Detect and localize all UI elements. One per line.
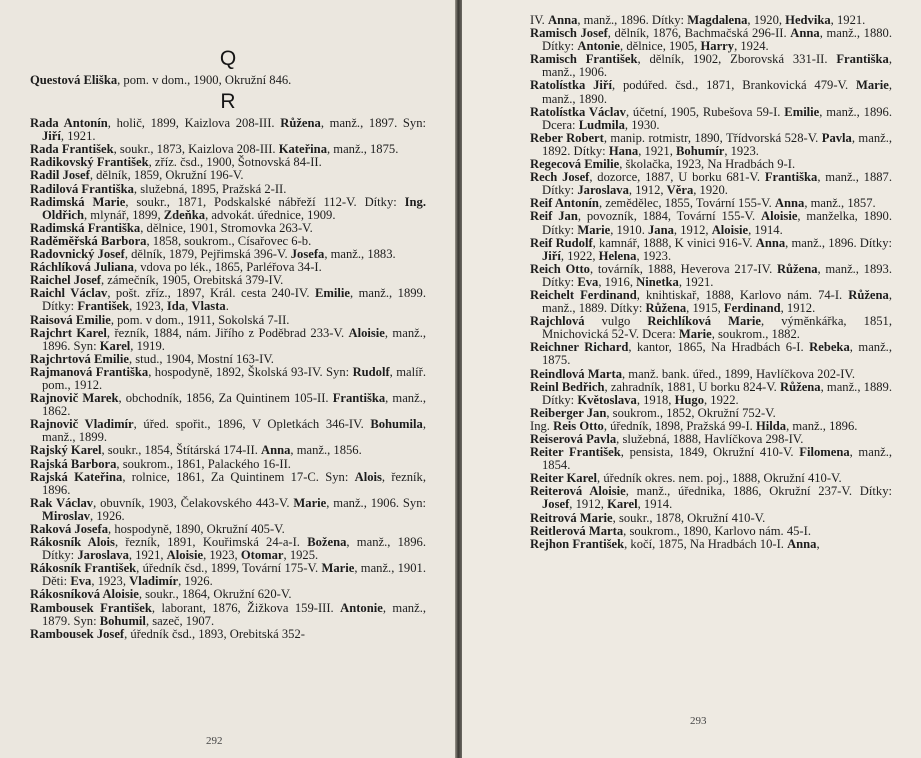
entry-name: Antonie xyxy=(577,39,621,54)
entry-name: Růžena xyxy=(848,287,889,302)
entry-text: . xyxy=(225,299,229,314)
entry-text: , 1921. xyxy=(830,13,866,27)
entry-name: Reiter František xyxy=(530,445,621,460)
entry-text: , rolnice, 1861, Za Quintinem 17-C. Syn: xyxy=(122,469,355,484)
entry-name: Karel xyxy=(607,497,638,512)
entry-name: Růžena xyxy=(776,261,818,276)
entry-name: Marie xyxy=(855,78,889,93)
entry-name: Rak Václav xyxy=(30,495,94,510)
entry-text: , zámečník, 1905, Orebitská 379-IV. xyxy=(101,273,284,288)
entry-name: Emilie xyxy=(784,104,820,119)
entry-name: Marie xyxy=(678,327,712,342)
entry-text: , 1923. xyxy=(724,143,759,158)
entry-text: , soukrom., 1882. xyxy=(711,327,800,342)
entry-text: , továrník, 1888, Heverova 217-IV. xyxy=(589,261,777,276)
entry-text: , laborant, 1876, Žižkova 159-III. xyxy=(151,600,341,615)
left-page-entries xyxy=(30,44,426,641)
entry-text: , dělnice, 1901, Stromovka 263-V. xyxy=(140,220,313,235)
entry-name: Reindlová Marta xyxy=(530,366,622,381)
entry-name: Eva xyxy=(577,274,599,289)
entry-name: Rajchrt Karel xyxy=(30,325,107,340)
entry-name: Ráchlíková Juliana xyxy=(30,260,134,275)
entry-name: Kateřina xyxy=(278,142,327,157)
entry-name: Radimská Františka xyxy=(30,220,141,235)
directory-entry xyxy=(30,497,426,523)
entry-text: , soukrom., 1861, Palackého 16-II. xyxy=(116,456,291,471)
entry-name: Hugo xyxy=(674,392,704,407)
entry-name: Hilda xyxy=(755,418,787,433)
entry-name: Radikovský František xyxy=(30,155,149,170)
entry-name: Reichelt Ferdinand xyxy=(530,287,637,302)
entry-text: , manž., 1862. xyxy=(42,391,426,419)
entry-text: , 1923, xyxy=(129,299,167,314)
entry-text: , 1926. xyxy=(90,508,125,523)
entry-name: Reichlíková Marie xyxy=(647,314,761,329)
entry-text: , 1919. xyxy=(130,338,165,353)
entry-name: Anna xyxy=(261,443,291,458)
right-page xyxy=(462,0,921,758)
section-letter-heading: R xyxy=(220,90,236,114)
entry-name: Rajnovič Marek xyxy=(30,391,119,406)
entry-text: , manž., 1875. xyxy=(327,142,399,157)
entry-text: , 1926. xyxy=(178,574,213,589)
entry-name: Rákosník Alois xyxy=(30,535,115,550)
entry-name: Ferdinand xyxy=(723,301,781,316)
entry-name: Radovnický Josef xyxy=(30,247,125,262)
entry-name: Reiter Karel xyxy=(530,471,598,486)
entry-text: , holič, 1899, Kaizlova 208-III. xyxy=(107,116,281,131)
entry-name: Rajská Barbora xyxy=(30,456,117,471)
entry-name: Božena xyxy=(307,535,347,550)
entry-name: Rajská Kateřina xyxy=(30,469,123,484)
entry-name: Filomena xyxy=(799,445,850,460)
directory-entry xyxy=(30,117,426,143)
entry-text: , hospodyně, 1892, Školská 93-IV. Syn: xyxy=(148,364,353,379)
entry-text: , soukr., 1878, Okružní 410-V. xyxy=(612,510,766,525)
entry-text: , dělnice, 1905, xyxy=(620,39,701,54)
entry-name: Rambousek Josef xyxy=(30,626,125,641)
entry-text: , 1922. xyxy=(704,392,739,407)
entry-name: Marie xyxy=(577,222,611,237)
entry-text: , 1912, xyxy=(673,222,712,237)
entry-name: Anna xyxy=(790,26,820,41)
entry-text: , kantor, 1865, Na Hradbách 6-I. xyxy=(628,340,810,355)
entry-name: Anna xyxy=(547,13,578,27)
entry-text: , manž., 1906. xyxy=(542,52,892,80)
entry-name: Reinl Bedřich xyxy=(530,379,605,394)
entry-text: , obuvník, 1903, Čelakovského 443-V. xyxy=(93,495,294,510)
entry-name: Hedvika xyxy=(785,13,831,27)
directory-entry xyxy=(530,171,892,197)
entry-name: Reif Rudolf xyxy=(530,235,593,250)
entry-name: Ramisch František xyxy=(530,52,638,67)
entry-text: , manž., 1896. xyxy=(786,418,858,433)
entry-text: , manž., 1889. Dítky: xyxy=(542,379,892,407)
entry-text: , xyxy=(185,299,192,314)
entry-text: , úředník čsd., 1899, Tovární 175-V. xyxy=(136,561,322,576)
entry-text: , 1923. xyxy=(636,248,672,263)
entry-name: Regecová Emilie xyxy=(530,157,620,172)
entry-name: Bohumil xyxy=(99,613,146,628)
entry-name: Jaroslava xyxy=(77,548,129,563)
entry-text: vulgo xyxy=(584,314,648,329)
entry-text: , 1921, xyxy=(638,143,677,158)
entry-text: , 1921. xyxy=(60,129,96,144)
entry-text: , malíř. pom., 1912. xyxy=(42,364,426,392)
entry-text: , manž., 1899. Dítky: xyxy=(42,286,426,314)
entry-text: , manž., 1875. xyxy=(542,340,892,368)
entry-name: Rákosník František xyxy=(30,561,137,576)
entry-text: , úředník, 1898, Pražská 99-I. xyxy=(603,418,756,433)
entry-name: Reitlerová Marta xyxy=(530,523,624,538)
entry-name: Rada Antonín xyxy=(30,116,108,131)
entry-text: , manželka, 1890. Dítky: xyxy=(542,209,892,237)
directory-entry xyxy=(530,485,892,511)
entry-name: Reber Robert xyxy=(530,130,604,145)
entry-text: , 1920. xyxy=(693,183,728,198)
entry-text: , xyxy=(816,536,820,551)
entry-name: Antonie xyxy=(340,600,383,615)
entry-name: Aloisie xyxy=(166,548,204,563)
entry-name: Rambousek František xyxy=(30,600,152,615)
entry-text: , manž., 1890. xyxy=(542,78,892,106)
page-number-left: 292 xyxy=(206,734,223,747)
entry-name: Rajchrtová Emilie xyxy=(30,351,129,366)
entry-text: , školačka, 1923, Na Hradbách 9-I. xyxy=(619,157,796,172)
entry-text: , služebná, 1888, Havlíčkova 298-IV. xyxy=(616,432,804,446)
entry-text: , 1922, xyxy=(560,248,599,263)
entry-name: Rajnovič Vladimír xyxy=(30,417,134,432)
entry-text: , řezník, 1891, Kouřimská 24-a-I. xyxy=(114,535,308,550)
entry-name: Ida xyxy=(166,299,186,314)
entry-name: Reif Antonín xyxy=(530,196,599,211)
entry-text: , 1921, xyxy=(128,548,167,563)
entry-text: , úřed. spořit., 1896, V Opletkách 346-IV. xyxy=(133,417,371,432)
directory-entry xyxy=(530,79,892,105)
entry-text: , kočí, 1875, Na Hradbách 10-I. xyxy=(624,536,788,551)
entry-name: Jana xyxy=(648,222,674,237)
directory-entry xyxy=(530,446,892,472)
entry-text: , 1923, xyxy=(203,548,241,563)
entry-text: , soukr., 1871, Podskalské nábřeží 112-V. Dítky: xyxy=(125,194,405,209)
entry-name: Magdalena xyxy=(687,13,748,27)
entry-name: Rudolf xyxy=(352,364,390,379)
entry-text: , manž., 1857. xyxy=(804,196,876,211)
entry-name: Rajský Karel xyxy=(30,443,102,458)
directory-entry xyxy=(30,418,426,444)
entry-text: , manip. rotmistr, 1890, Třídvorská 528-V. xyxy=(603,130,822,145)
entry-text: , pensista, 1849, Okružní 410-V. xyxy=(620,445,800,460)
entry-name: Aloisie xyxy=(348,325,385,340)
entry-text: , manž., 1883. xyxy=(324,247,396,262)
entry-text: , 1915, xyxy=(686,301,724,316)
entry-name: Reitrová Marie xyxy=(530,510,613,525)
entry-text: , 1920, xyxy=(747,13,786,27)
section-letter-heading: Q xyxy=(219,47,237,70)
entry-text: , zahradník, 1881, U borku 824-V. xyxy=(604,379,780,394)
entry-text: , řezník, 1896. xyxy=(42,469,426,497)
directory-entry xyxy=(30,196,426,222)
entry-name: Františka xyxy=(332,391,386,406)
entry-name: Helena xyxy=(598,248,637,263)
entry-name: Pavla xyxy=(821,130,852,145)
entry-name: Ninetka xyxy=(636,274,679,289)
entry-text: , 1912, xyxy=(628,183,667,198)
entry-text: , zříz. čsd., 1900, Šotnovská 84-II. xyxy=(148,155,322,170)
entry-text: , 1918, xyxy=(636,392,675,407)
entry-text: , manž., 1856. xyxy=(290,443,362,458)
entry-text: Ing. xyxy=(530,418,554,433)
entry-text: , 1921. xyxy=(678,274,714,289)
entry-text: , dělník, 1879, Pejřimská 396-V. xyxy=(124,247,291,262)
entry-name: Raková Josefa xyxy=(30,522,109,536)
entry-text: , manž., 1897. Syn: xyxy=(320,116,426,131)
entry-text: , soukr., 1854, Štítárská 174-II. xyxy=(101,443,261,458)
entry-name: Otomar xyxy=(240,548,284,563)
directory-entry xyxy=(30,628,426,641)
entry-text: , soukrom., 1890, Karlovo nám. 45-I. xyxy=(623,523,811,538)
entry-text: , manž., 1880. Dítky: xyxy=(542,26,892,54)
entry-name: Vladimír xyxy=(129,574,179,589)
entry-name: Jiří xyxy=(42,129,61,144)
entry-text: , advokát. úřednice, 1909. xyxy=(205,207,336,222)
entry-name: Anna xyxy=(774,196,805,211)
entry-name: Reiterová Aloisie xyxy=(530,484,626,499)
entry-name: Raichel Josef xyxy=(30,273,101,288)
entry-text: , kamnář, 1888, K vinici 916-V. xyxy=(592,235,756,250)
directory-entry xyxy=(530,263,892,289)
entry-text: , manž., 1901. Děti: xyxy=(42,561,426,589)
entry-text: , manž., 1906. Syn: xyxy=(326,495,426,510)
entry-text: , manž., 1893. Dítky: xyxy=(542,261,892,289)
entry-name: Rajchlová xyxy=(530,314,585,329)
entry-name: Questová Eliška xyxy=(30,73,118,87)
entry-name: Anna xyxy=(787,536,817,551)
entry-text: , manž., 1879. Syn: xyxy=(42,600,426,628)
entry-name: Květoslava xyxy=(577,392,637,407)
entry-text: , výměnkářka, 1851, Mnichovická 52-V. Dcera: xyxy=(542,314,892,342)
entry-text: , služebná, 1895, Pražská 2-II. xyxy=(133,181,287,196)
directory-entry xyxy=(30,74,426,87)
entry-name: Reis Otto xyxy=(553,418,604,433)
entry-name: Rech Josef xyxy=(530,170,590,185)
entry-name: Jiří xyxy=(542,248,561,263)
entry-name: Marie xyxy=(293,495,327,510)
directory-entry xyxy=(530,106,892,132)
entry-text: , řezník, 1884, nám. Jiřího z Poděbrad 233-V. xyxy=(106,325,349,340)
entry-name: Zdeňka xyxy=(163,207,206,222)
directory-entry xyxy=(30,471,426,497)
entry-name: Ludmila xyxy=(578,117,625,132)
entry-text: , podúřed. čsd., 1871, Brankovická 479-V. xyxy=(611,78,856,93)
directory-entry xyxy=(30,602,426,628)
entry-text: , 1925. xyxy=(283,548,319,563)
entry-name: Růžena xyxy=(780,379,821,394)
entry-name: Radilová Františka xyxy=(30,181,134,196)
entry-name: Reiserová Pavla xyxy=(530,432,617,446)
entry-text: , vdova po lék., 1865, Parléřova 34-I. xyxy=(133,260,322,275)
directory-entry xyxy=(530,132,892,158)
entry-name: Marie xyxy=(321,561,355,576)
entry-name: Vlasta xyxy=(191,299,226,314)
entry-name: Bohumila xyxy=(370,417,423,432)
entry-name: Rajmanová Františka xyxy=(30,364,149,379)
entry-name: Emilie xyxy=(315,286,350,301)
entry-text: , 1914. xyxy=(748,222,783,237)
entry-name: Růžena xyxy=(645,301,687,316)
entry-name: Reif Jan xyxy=(530,209,578,224)
entry-name: Ramisch Josef xyxy=(530,26,608,41)
directory-entry xyxy=(30,366,426,392)
directory-entry xyxy=(30,536,426,562)
entry-name: Hana xyxy=(608,143,639,158)
entry-text: , obchodník, 1856, Za Quintinem 105-II. xyxy=(118,391,333,406)
entry-text: , úředník čsd., 1893, Orebitská 352- xyxy=(124,626,305,641)
entry-text: , hospodyně, 1890, Okružní 405-V. xyxy=(108,522,285,536)
entry-name: Alois xyxy=(354,469,382,484)
entry-name: Radimská Marie xyxy=(30,194,126,209)
entry-name: Rada František xyxy=(30,142,114,157)
directory-entry xyxy=(530,27,892,53)
entry-name: Rejhon František xyxy=(530,536,625,551)
directory-entry xyxy=(30,562,426,588)
entry-name: Anna xyxy=(755,235,786,250)
entry-name: František xyxy=(77,299,130,314)
entry-name: Josef xyxy=(542,497,570,512)
entry-name: Ratolístka Václav xyxy=(530,104,626,119)
entry-name: Františka xyxy=(836,52,889,67)
entry-name: Bohumír xyxy=(676,143,725,158)
entry-text: , manž., 1887. Dítky: xyxy=(542,170,892,198)
entry-name: Ratolístka Jiří xyxy=(530,78,612,93)
entry-text: , manž., 1899. xyxy=(42,417,426,445)
entry-text: , 1930. xyxy=(624,117,660,132)
entry-name: Raisová Emilie xyxy=(30,312,111,327)
entry-text: , manž., 1896. Dítky: xyxy=(42,535,426,563)
directory-entry xyxy=(530,381,892,407)
entry-text: , 1924. xyxy=(734,39,769,54)
entry-text: , dělník, 1876, Bachmačská 296-II. xyxy=(607,26,791,41)
directory-entry xyxy=(30,327,426,353)
entry-text: , 1916, xyxy=(598,274,637,289)
entry-name: Aloisie xyxy=(711,222,749,237)
entry-name: Josefa xyxy=(290,247,325,262)
entry-text: , 1912. xyxy=(780,301,816,316)
entry-text: , manž., úřednika, 1886, Okružní 237-V. Dítky: xyxy=(625,484,892,499)
entry-name: Aloisie xyxy=(761,209,798,224)
entry-text: , soukrom., 1852, Okružní 752-V. xyxy=(606,405,776,420)
directory-entry xyxy=(530,341,892,367)
entry-text: , manž. bank. úřed., 1899, Havlíčkova 202-IV. xyxy=(622,366,856,381)
entry-text: , manž., 1889. Dítky: xyxy=(542,287,892,316)
entry-name: Eva xyxy=(70,574,92,589)
right-page-entries xyxy=(530,14,892,551)
directory-entry xyxy=(530,210,892,236)
entry-text: , 1910. xyxy=(610,222,648,237)
entry-name: Věra xyxy=(666,183,694,198)
entry-name: Miroslav xyxy=(42,508,91,523)
entry-text: , soukr., 1873, Kaizlova 208-III. xyxy=(113,142,279,157)
entry-text: , sazeč, 1907. xyxy=(145,613,215,628)
entry-name: Rákosníková Aloisie xyxy=(30,587,139,602)
directory-entry xyxy=(530,538,892,551)
entry-text: , 1912, xyxy=(569,497,608,512)
entry-text: , soukr., 1864, Okružní 620-V. xyxy=(138,587,292,602)
entry-text: , dělník, 1859, Okružní 196-V. xyxy=(89,168,244,183)
book-gutter xyxy=(455,0,462,758)
entry-name: Karel xyxy=(99,338,131,353)
entry-name: Raděměřská Barbora xyxy=(30,233,147,248)
directory-entry xyxy=(30,287,426,313)
entry-text: , pošt. zříz., 1897, Král. cesta 240-IV. xyxy=(107,286,316,301)
entry-text: , manž., 1896. Syn: xyxy=(42,325,426,353)
directory-entry xyxy=(30,392,426,418)
entry-text: , úředník okres. nem. poj., 1888, Okružní 410-V. xyxy=(597,471,842,486)
directory-entry xyxy=(530,289,892,315)
entry-text: , dozorce, 1887, U borku 681-V. xyxy=(589,170,765,185)
entry-text: IV. xyxy=(530,13,548,27)
entry-text: , pom. v dom., 1900, Okružní 846. xyxy=(117,73,292,87)
entry-text: , dělník, 1902, Zborovská 331-II. xyxy=(637,52,837,67)
entry-name: Ing. Oldřich xyxy=(42,194,426,222)
directory-entry xyxy=(530,315,892,341)
entry-name: Reich Otto xyxy=(530,261,590,276)
entry-name: Harry xyxy=(700,39,735,54)
entry-text: , manž., 1892. Dítky: xyxy=(542,130,893,158)
entry-text: , manž., 1896. Dítky: xyxy=(577,13,688,27)
entry-name: Jaroslava xyxy=(577,183,629,198)
entry-text: , 1914. xyxy=(637,497,673,512)
entry-name: Reiberger Jan xyxy=(530,405,607,420)
entry-text: , manž., 1854. xyxy=(542,445,893,473)
entry-text: , zemědělec, 1855, Tovární 155-V. xyxy=(598,196,775,211)
entry-text: , povozník, 1884, Tovární 155-V. xyxy=(577,209,762,224)
entry-name: Rebeka xyxy=(809,340,850,355)
entry-text: , manž., 1896. Dítky: xyxy=(785,235,892,250)
entry-name: Reichner Richard xyxy=(530,340,629,355)
entry-text: , knihtiskař, 1888, Karlovo nám. 74-I. xyxy=(636,287,849,302)
entry-text: , mlynář, 1899, xyxy=(83,207,164,222)
left-page xyxy=(0,0,455,758)
entry-name: Růžena xyxy=(280,116,321,131)
directory-entry xyxy=(530,237,892,263)
directory-entry xyxy=(530,53,892,79)
entry-name: Radil Josef xyxy=(30,168,90,183)
entry-text: , účetní, 1905, Rubešova 59-I. xyxy=(625,104,785,119)
entry-text: , 1923, xyxy=(91,574,130,589)
entry-name: Raichl Václav xyxy=(30,286,108,301)
page-number-right: 293 xyxy=(690,714,707,727)
entry-name: Františka xyxy=(764,170,818,185)
entry-text: , 1858, soukrom., Císařovec 6-b. xyxy=(146,233,312,248)
entry-text: , pom. v dom., 1911, Sokolská 7-II. xyxy=(110,312,290,327)
entry-text: , manž., 1896. Dcera: xyxy=(542,104,892,132)
entry-text: , stud., 1904, Mostní 163-IV. xyxy=(128,351,274,366)
